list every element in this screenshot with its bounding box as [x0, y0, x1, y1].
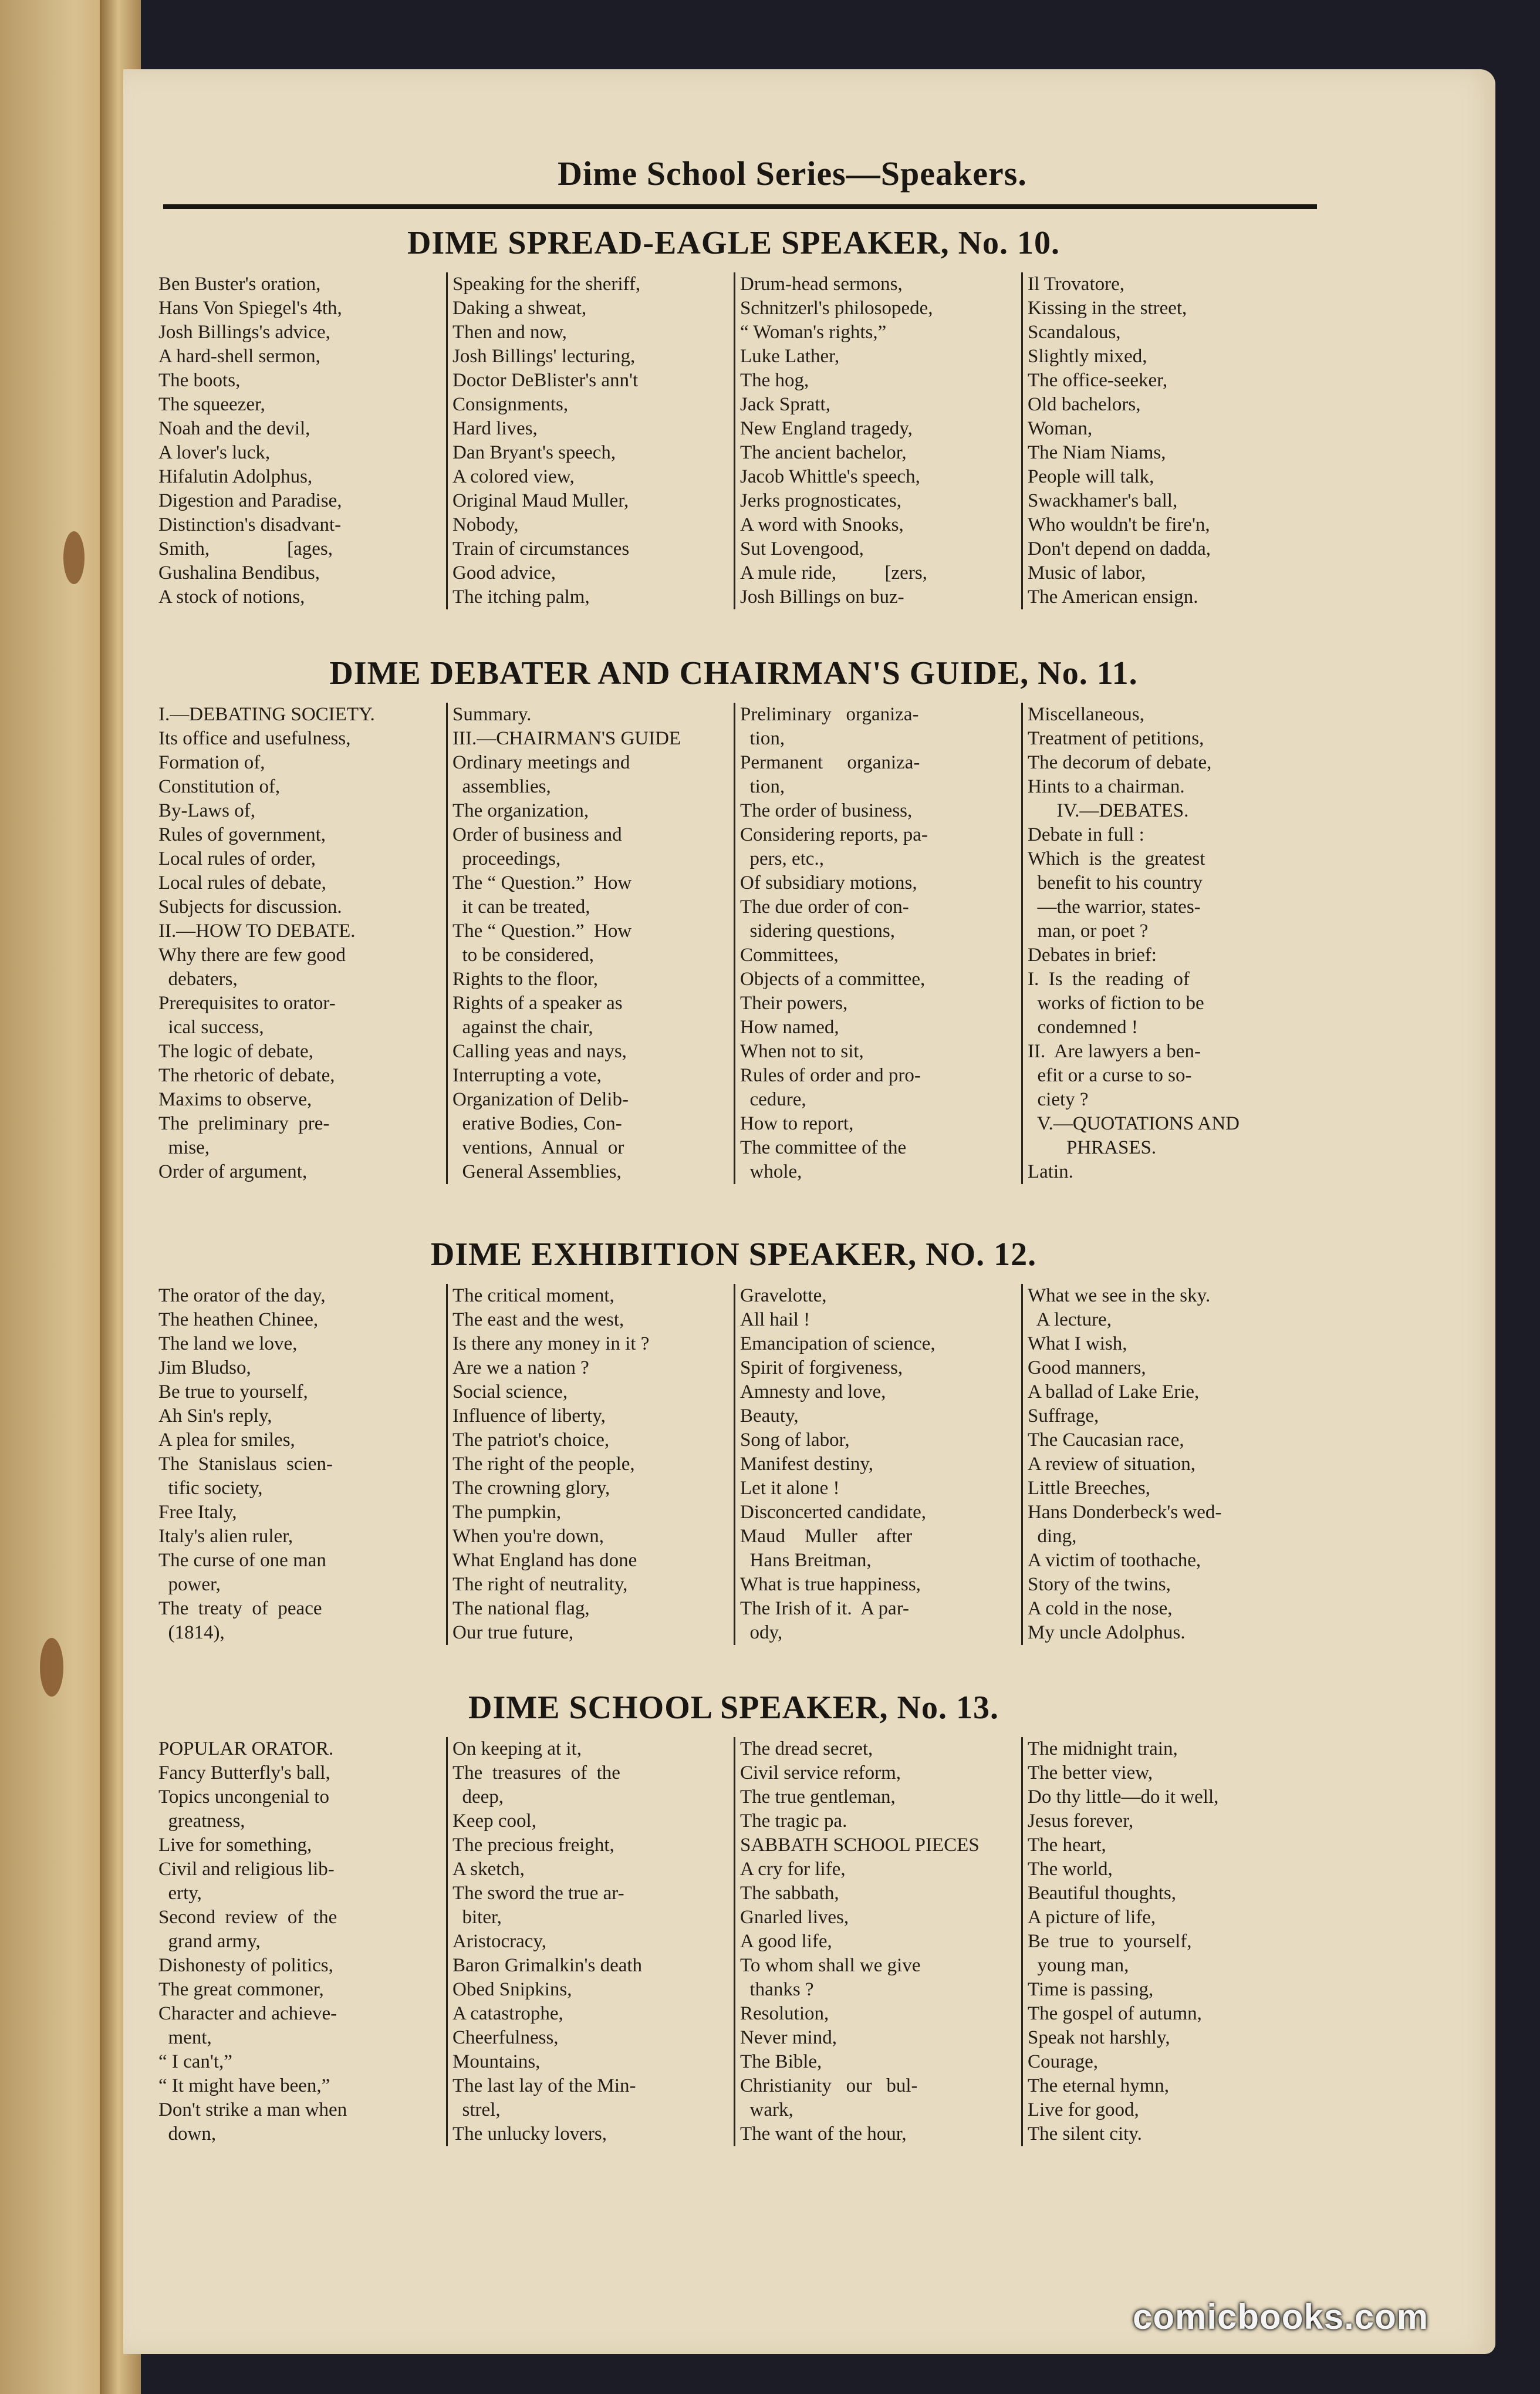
title-entry: Luke Lather, [740, 346, 840, 367]
title-entry: A cry for life, [740, 1859, 846, 1880]
title-entry: sidering questions, [740, 920, 895, 942]
title-entry: Latin. [1028, 1161, 1073, 1182]
title-entry: By-Laws of, [158, 800, 255, 821]
title-entry: down, [158, 2123, 217, 2145]
title-entry: assemblies, [452, 776, 551, 797]
title-entry: The crowning glory, [452, 1478, 610, 1499]
title-entry: Civil and religious lib- [158, 1859, 335, 1880]
title-entry: ody, [740, 1622, 783, 1643]
title-entry: mise, [158, 1137, 210, 1158]
title-entry: Kissing in the street, [1028, 298, 1187, 319]
title-entry: Dan Bryant's speech, [452, 442, 616, 463]
title-entry: Are we a nation ? [452, 1357, 589, 1378]
title-entry: Ben Buster's oration, [158, 274, 321, 295]
columns [158, 1284, 1309, 1645]
title-entry: Time is passing, [1028, 1979, 1154, 2000]
title-entry: Interrupting a vote, [452, 1065, 602, 1086]
title-entry: Amnesty and love, [740, 1381, 886, 1402]
title-entry: Josh Billings' lecturing, [452, 346, 636, 367]
section-title: DIME SCHOOL SPEAKER, No. 13. [468, 1690, 999, 1726]
title-entry: Jacob Whittle's speech, [740, 466, 920, 487]
title-entry: SABBATH SCHOOL PIECES [740, 1835, 980, 1856]
title-entry: The better view, [1028, 1762, 1153, 1783]
title-entry: Christianity our bul- [740, 2075, 918, 2096]
title-entry: Never mind, [740, 2027, 837, 2048]
title-entry: grand army, [158, 1931, 261, 1952]
title-entry: Jesus forever, [1028, 1810, 1134, 1832]
title-entry: The Irish of it. A par- [740, 1598, 910, 1619]
title-entry: Little Breeches, [1028, 1478, 1150, 1499]
title-entry: Rights to the floor, [452, 969, 598, 990]
title-entry: Free Italy, [158, 1502, 237, 1523]
title-entry: III.—CHAIRMAN'S GUIDE [452, 728, 681, 749]
title-entry: The order of business, [740, 800, 913, 821]
title-entry: Nobody, [452, 514, 519, 535]
title-entry: I. Is the reading of [1028, 969, 1190, 990]
column [734, 1737, 1021, 2146]
column [734, 1284, 1021, 1645]
title-entry: POPULAR ORATOR. [158, 1738, 334, 1759]
column [446, 703, 734, 1184]
title-entry: Smith, [ages, [158, 538, 333, 559]
title-entry: Story of the twins, [1028, 1574, 1171, 1595]
title-entry: A victim of toothache, [1028, 1550, 1201, 1571]
column [446, 1737, 734, 2146]
title-entry: Music of labor, [1028, 562, 1146, 584]
title-entry: The Caucasian race, [1028, 1429, 1184, 1451]
title-entry: How named, [740, 1017, 839, 1038]
title-entry: The “ Question.” How [452, 872, 632, 893]
title-entry: To whom shall we give [740, 1955, 921, 1976]
title-entry: Our true future, [452, 1622, 574, 1643]
title-entry: A mule ride, [zers, [740, 562, 927, 584]
title-entry: Is there any money in it ? [452, 1333, 650, 1354]
title-entry: The world, [1028, 1859, 1113, 1880]
title-entry: Digestion and Paradise, [158, 490, 342, 511]
title-entry: “ It might have been,” [158, 2075, 330, 2096]
title-entry: Local rules of debate, [158, 872, 326, 893]
title-entry: Woman, [1028, 418, 1093, 439]
title-entry: Drum-head sermons, [740, 274, 903, 295]
title-entry: Daking a shweat, [452, 298, 587, 319]
title-entry: The sabbath, [740, 1883, 839, 1904]
title-entry: Train of circumstances [452, 538, 630, 559]
title-entry: Debate in full : [1028, 824, 1144, 845]
title-entry: Beauty, [740, 1405, 799, 1427]
title-entry: Do thy little—do it well, [1028, 1786, 1219, 1808]
title-entry: “ Woman's rights,” [740, 322, 887, 343]
title-entry: Il Trovatore, [1028, 274, 1124, 295]
title-entry: Slightly mixed, [1028, 346, 1147, 367]
title-entry: The right of the people, [452, 1454, 635, 1475]
title-entry: PHRASES. [1028, 1137, 1157, 1158]
title-entry: The precious freight, [452, 1835, 614, 1856]
header-rule [163, 204, 1317, 209]
title-entry: proceedings, [452, 848, 561, 869]
title-entry: Gravelotte, [740, 1285, 827, 1306]
title-entry: All hail ! [740, 1309, 810, 1330]
title-entry: V.—QUOTATIONS AND [1028, 1113, 1240, 1134]
title-entry: The itching palm, [452, 586, 590, 608]
title-entry: tion, [740, 728, 785, 749]
title-entry: Scandalous, [1028, 322, 1121, 343]
title-entry: Song of labor, [740, 1429, 850, 1451]
title-entry: Courage, [1028, 2051, 1099, 2072]
title-entry: The gospel of autumn, [1028, 2003, 1202, 2024]
title-entry: The sword the true ar- [452, 1883, 624, 1904]
title-entry: Prerequisites to orator- [158, 993, 336, 1014]
title-entry: General Assemblies, [452, 1161, 622, 1182]
title-entry: The logic of debate, [158, 1041, 313, 1062]
title-entry: The want of the hour, [740, 2123, 907, 2145]
title-entry: Hard lives, [452, 418, 538, 439]
title-entry: The ancient bachelor, [740, 442, 907, 463]
title-entry: Italy's alien ruler, [158, 1526, 293, 1547]
title-entry: Dishonesty of politics, [158, 1955, 333, 1976]
watermark: comicbooks.com [1133, 2297, 1429, 2336]
title-entry: Don't depend on dadda, [1028, 538, 1211, 559]
title-entry: Resolution, [740, 2003, 829, 2024]
title-entry: Speaking for the sheriff, [452, 274, 641, 295]
title-entry: New England tragedy, [740, 418, 913, 439]
section-title: DIME DEBATER AND CHAIRMAN'S GUIDE, No. 11. [329, 655, 1138, 692]
title-entry: Hifalutin Adolphus, [158, 466, 313, 487]
title-entry: Summary. [452, 704, 532, 725]
columns [158, 272, 1309, 609]
title-entry: biter, [452, 1907, 502, 1928]
title-entry: efit or a curse to so- [1028, 1065, 1192, 1086]
column [1021, 272, 1309, 609]
title-entry: Schnitzerl's philosopede, [740, 298, 933, 319]
title-entry: Let it alone ! [740, 1478, 840, 1499]
title-entry: Miscellaneous, [1028, 704, 1144, 725]
title-entry: Live for something, [158, 1835, 312, 1856]
title-entry: Jim Bludso, [158, 1357, 251, 1378]
title-entry: pers, etc., [740, 848, 824, 869]
title-entry: The treasures of the [452, 1762, 620, 1783]
title-entry: Keep cool, [452, 1810, 536, 1832]
title-entry: The preliminary pre- [158, 1113, 330, 1134]
title-entry: Aristocracy, [452, 1931, 547, 1952]
title-entry: Topics uncongenial to [158, 1786, 329, 1808]
title-entry: Speak not harshly, [1028, 2027, 1170, 2048]
title-entry: Then and now, [452, 322, 567, 343]
title-entry: The treaty of peace [158, 1598, 322, 1619]
title-entry: Emancipation of science, [740, 1333, 936, 1354]
title-entry: What I wish, [1028, 1333, 1127, 1354]
title-entry: Constitution of, [158, 776, 281, 797]
title-entry: A ballad of Lake Erie, [1028, 1381, 1200, 1402]
title-entry: Doctor DeBlister's ann't [452, 370, 639, 391]
title-entry: Order of business and [452, 824, 622, 845]
binding-hole [63, 531, 85, 584]
title-entry: Manifest destiny, [740, 1454, 873, 1475]
columns [158, 1737, 1309, 2146]
title-entry: Rules of government, [158, 824, 326, 845]
title-entry: The squeezer, [158, 394, 265, 415]
title-entry: Sut Lovengood, [740, 538, 864, 559]
columns [158, 703, 1309, 1184]
title-entry: Which is the greatest [1028, 848, 1205, 869]
title-entry: Josh Billings on buz- [740, 586, 904, 608]
title-entry: I.—DEBATING SOCIETY. [158, 704, 375, 725]
title-entry: Josh Billings's advice, [158, 322, 330, 343]
title-entry: The right of neutrality, [452, 1574, 628, 1595]
title-entry: When you're down, [452, 1526, 604, 1547]
title-entry: People will talk, [1028, 466, 1154, 487]
title-entry: The heathen Chinee, [158, 1309, 319, 1330]
title-entry: Preliminary organiza- [740, 704, 919, 725]
title-entry: Organization of Delib- [452, 1089, 629, 1110]
title-entry: cedure, [740, 1089, 806, 1110]
title-entry: The due order of con- [740, 896, 909, 918]
title-entry: IV.—DEBATES. [1028, 800, 1189, 821]
title-entry: Gnarled lives, [740, 1907, 849, 1928]
title-entry: debaters, [158, 969, 238, 990]
title-entry: benefit to his country [1028, 872, 1203, 893]
title-entry: Committees, [740, 945, 839, 966]
title-entry: The organization, [452, 800, 589, 821]
title-entry: Maxims to observe, [158, 1089, 312, 1110]
title-entry: Be true to yourself, [1028, 1931, 1192, 1952]
title-entry: The patriot's choice, [452, 1429, 610, 1451]
title-entry: A lecture, [1028, 1309, 1112, 1330]
title-entry: —the warrior, states- [1028, 896, 1201, 918]
title-entry: to be considered, [452, 945, 595, 966]
title-entry: Hans Breitman, [740, 1550, 872, 1571]
title-entry: The decorum of debate, [1028, 752, 1212, 773]
title-entry: Old bachelors, [1028, 394, 1141, 415]
title-entry: Considering reports, pa- [740, 824, 928, 845]
title-entry: A word with Snooks, [740, 514, 904, 535]
title-entry: Of subsidiary motions, [740, 872, 917, 893]
title-entry: Hints to a chairman. [1028, 776, 1185, 797]
title-entry: The midnight train, [1028, 1738, 1178, 1759]
title-entry: erty, [158, 1883, 202, 1904]
title-entry: Gushalina Bendibus, [158, 562, 320, 584]
title-entry: erative Bodies, Con- [452, 1113, 622, 1134]
title-entry: Good manners, [1028, 1357, 1146, 1378]
title-entry: The office-seeker, [1028, 370, 1168, 391]
title-entry: (1814), [158, 1622, 225, 1643]
title-entry: Influence of liberty, [452, 1405, 606, 1427]
title-entry: condemned ! [1028, 1017, 1138, 1038]
title-entry: whole, [740, 1161, 802, 1182]
title-entry: Formation of, [158, 752, 265, 773]
title-entry: ventions, Annual or [452, 1137, 624, 1158]
title-entry: Permanent organiza- [740, 752, 920, 773]
column [1021, 1737, 1309, 2146]
title-entry: Local rules of order, [158, 848, 316, 869]
title-entry: man, or poet ? [1028, 920, 1149, 942]
running-head: Dime School Series—Speakers. [558, 154, 1027, 193]
title-entry: The eternal hymn, [1028, 2075, 1169, 2096]
title-entry: The land we love, [158, 1333, 298, 1354]
title-entry: II. Are lawyers a ben- [1028, 1041, 1201, 1062]
section-speaker-10 [158, 224, 1309, 609]
title-entry: When not to sit, [740, 1041, 864, 1062]
title-entry: What England has done [452, 1550, 637, 1571]
title-entry: The pumpkin, [452, 1502, 562, 1523]
title-entry: The Stanislaus scien- [158, 1454, 333, 1475]
title-entry: The critical moment, [452, 1285, 614, 1306]
title-entry: Maud Muller after [740, 1526, 913, 1547]
title-entry: Ah Sin's reply, [158, 1405, 272, 1427]
section-title: DIME SPREAD-EAGLE SPEAKER, No. 10. [407, 225, 1061, 261]
section-exhibition-12 [158, 1236, 1309, 1645]
title-entry: The orator of the day, [158, 1285, 326, 1306]
title-entry: Order of argument, [158, 1161, 308, 1182]
title-entry: Objects of a committee, [740, 969, 926, 990]
title-entry: The hog, [740, 370, 809, 391]
title-entry: ciety ? [1028, 1089, 1089, 1110]
title-entry: tion, [740, 776, 785, 797]
title-entry: The silent city. [1028, 2123, 1142, 2145]
title-entry: “ I can't,” [158, 2051, 232, 2072]
title-entry: My uncle Adolphus. [1028, 1622, 1186, 1643]
title-entry: Calling yeas and nays, [452, 1041, 627, 1062]
title-entry: The last lay of the Min- [452, 2075, 636, 2096]
title-entry: Their powers, [740, 993, 848, 1014]
title-entry: ical success, [158, 1017, 264, 1038]
title-entry: Noah and the devil, [158, 418, 310, 439]
title-entry: Rights of a speaker as [452, 993, 623, 1014]
column [1021, 703, 1309, 1184]
title-entry: Character and achieve- [158, 2003, 337, 2024]
title-entry: The American ensign. [1028, 586, 1198, 608]
title-entry: ment, [158, 2027, 212, 2048]
title-entry: The east and the west, [452, 1309, 624, 1330]
column [158, 1737, 446, 2146]
title-entry: strel, [452, 2099, 501, 2120]
title-entry: Jerks prognosticates, [740, 490, 901, 511]
title-entry: Social science, [452, 1381, 568, 1402]
title-entry: Hans Von Spiegel's 4th, [158, 298, 342, 319]
title-entry: The great commoner, [158, 1979, 324, 2000]
title-entry: greatness, [158, 1810, 245, 1832]
title-entry: ding, [1028, 1526, 1077, 1547]
title-entry: A stock of notions, [158, 586, 305, 608]
title-entry: The Niam Niams, [1028, 442, 1166, 463]
title-entry: works of fiction to be [1028, 993, 1204, 1014]
title-entry: wark, [740, 2099, 793, 2120]
column [158, 1284, 446, 1645]
title-entry: II.—HOW TO DEBATE. [158, 920, 356, 942]
title-entry: Ordinary meetings and [452, 752, 630, 773]
column [1021, 1284, 1309, 1645]
section-debater-11 [158, 655, 1309, 1184]
title-entry: against the chair, [452, 1017, 593, 1038]
title-entry: A hard-shell sermon, [158, 346, 320, 367]
title-entry: Original Maud Muller, [452, 490, 629, 511]
title-entry: young man, [1028, 1955, 1129, 1976]
title-entry: What we see in the sky. [1028, 1285, 1211, 1306]
title-entry: Jack Spratt, [740, 394, 830, 415]
column [734, 703, 1021, 1184]
title-entry: Why there are few good [158, 945, 346, 966]
title-entry: Disconcerted candidate, [740, 1502, 927, 1523]
column [158, 272, 446, 609]
section-title: DIME EXHIBITION SPEAKER, NO. 12. [430, 1236, 1037, 1273]
title-entry: The tragic pa. [740, 1810, 847, 1832]
title-entry: Live for good, [1028, 2099, 1139, 2120]
title-entry: A sketch, [452, 1859, 525, 1880]
title-entry: Mountains, [452, 2051, 541, 2072]
title-entry: A good life, [740, 1931, 832, 1952]
title-entry: The Bible, [740, 2051, 822, 2072]
title-entry: A picture of life, [1028, 1907, 1156, 1928]
title-entry: A lover's luck, [158, 442, 271, 463]
title-entry: Good advice, [452, 562, 556, 584]
title-entry: Distinction's disadvant- [158, 514, 342, 535]
title-entry: it can be treated, [452, 896, 590, 918]
title-entry: Don't strike a man when [158, 2099, 347, 2120]
title-entry: Baron Grimalkin's death [452, 1955, 643, 1976]
title-entry: Debates in brief: [1028, 945, 1157, 966]
title-entry: Spirit of forgiveness, [740, 1357, 903, 1378]
binding-hole [40, 1638, 63, 1697]
title-entry: The rhetoric of debate, [158, 1065, 335, 1086]
title-entry: Civil service reform, [740, 1762, 901, 1783]
title-entry: A plea for smiles, [158, 1429, 295, 1451]
title-entry: Its office and usefulness, [158, 728, 351, 749]
title-entry: The “ Question.” How [452, 920, 632, 942]
title-entry: Cheerfulness, [452, 2027, 559, 2048]
title-entry: A review of situation, [1028, 1454, 1195, 1475]
title-entry: The committee of the [740, 1137, 907, 1158]
title-entry: A colored view, [452, 466, 575, 487]
title-entry: Who wouldn't be fire'n, [1028, 514, 1210, 535]
title-entry: thanks ? [740, 1979, 814, 2000]
title-entry: Suffrage, [1028, 1405, 1099, 1427]
section-school-13 [158, 1689, 1309, 2146]
title-entry: The heart, [1028, 1835, 1106, 1856]
title-entry: The dread secret, [740, 1738, 873, 1759]
title-entry: deep, [452, 1786, 504, 1808]
title-entry: Rules of order and pro- [740, 1065, 921, 1086]
title-entry: What is true happiness, [740, 1574, 921, 1595]
title-entry: Second review of the [158, 1907, 337, 1928]
column [446, 1284, 734, 1645]
title-entry: Consignments, [452, 394, 569, 415]
title-entry: A cold in the nose, [1028, 1598, 1173, 1619]
title-entry: How to report, [740, 1113, 854, 1134]
title-entry: Be true to yourself, [158, 1381, 308, 1402]
title-entry: Swackhamer's ball, [1028, 490, 1178, 511]
title-entry: Beautiful thoughts, [1028, 1883, 1176, 1904]
title-entry: Subjects for discussion. [158, 896, 342, 918]
title-entry: tific society, [158, 1478, 263, 1499]
title-entry: A catastrophe, [452, 2003, 563, 2024]
column [734, 272, 1021, 609]
title-entry: The boots, [158, 370, 241, 391]
title-entry: Treatment of petitions, [1028, 728, 1204, 749]
title-entry: The national flag, [452, 1598, 590, 1619]
column [446, 272, 734, 609]
title-entry: The true gentleman, [740, 1786, 896, 1808]
title-entry: Hans Donderbeck's wed- [1028, 1502, 1222, 1523]
title-entry: Fancy Butterfly's ball, [158, 1762, 330, 1783]
title-entry: The curse of one man [158, 1550, 326, 1571]
title-entry: On keeping at it, [452, 1738, 582, 1759]
column [158, 703, 446, 1184]
title-entry: The unlucky lovers, [452, 2123, 607, 2145]
title-entry: Obed Snipkins, [452, 1979, 572, 2000]
title-entry: power, [158, 1574, 221, 1595]
